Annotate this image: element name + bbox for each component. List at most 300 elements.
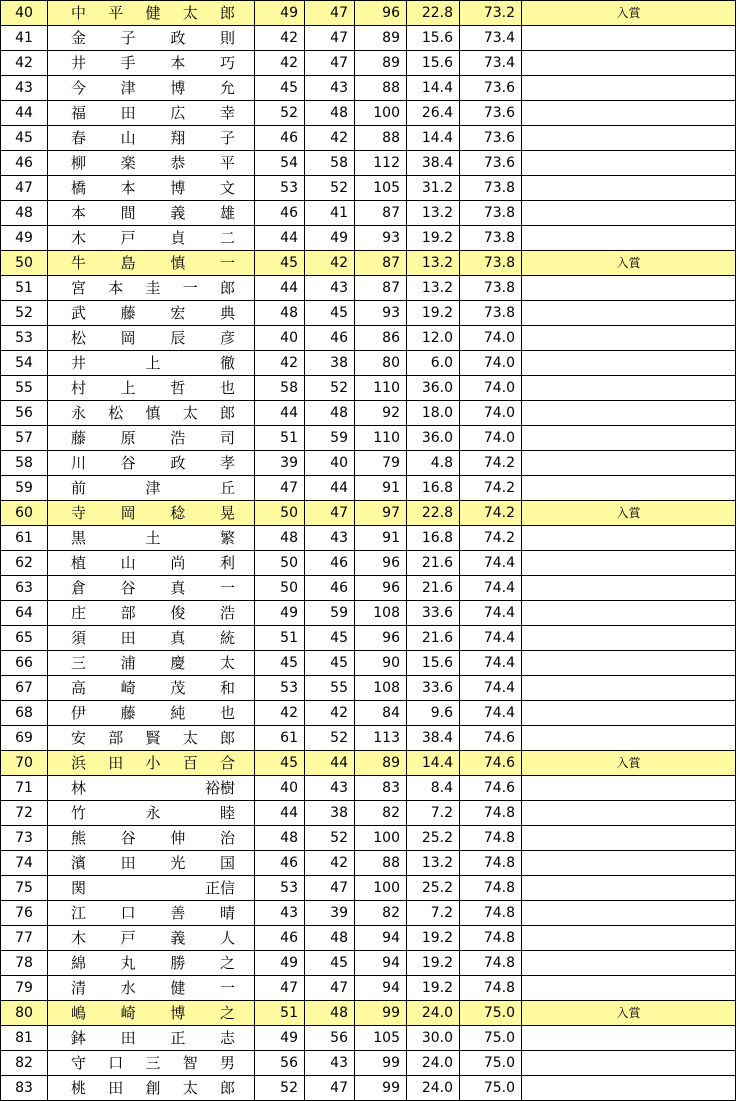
out-score-cell: 44 bbox=[255, 276, 305, 301]
handicap-cell: 21.6 bbox=[407, 551, 460, 576]
gross-score-cell: 88 bbox=[355, 76, 407, 101]
player-name: 井 上 徹 bbox=[71, 354, 235, 372]
award-cell bbox=[522, 901, 736, 926]
net-score-cell: 74.2 bbox=[460, 451, 522, 476]
in-score-cell: 45 bbox=[305, 651, 355, 676]
player-name: 中 平 健 太 郎 bbox=[71, 4, 235, 22]
net-score-cell: 73.4 bbox=[460, 26, 522, 51]
handicap-cell: 13.2 bbox=[407, 251, 460, 276]
net-score-cell: 74.4 bbox=[460, 601, 522, 626]
award-cell bbox=[522, 951, 736, 976]
rank-cell: 83 bbox=[1, 1076, 48, 1101]
table-row bbox=[1, 376, 736, 401]
award-cell bbox=[522, 26, 736, 51]
out-score-cell: 39 bbox=[255, 451, 305, 476]
gross-score-cell: 90 bbox=[355, 651, 407, 676]
gross-score-cell: 83 bbox=[355, 776, 407, 801]
rank-cell: 72 bbox=[1, 801, 48, 826]
player-name: 武 藤 宏 典 bbox=[71, 304, 235, 322]
rank-cell: 56 bbox=[1, 401, 48, 426]
out-score-cell: 45 bbox=[255, 251, 305, 276]
gross-score-cell: 89 bbox=[355, 26, 407, 51]
out-score-cell: 49 bbox=[255, 1, 305, 26]
handicap-cell: 14.4 bbox=[407, 126, 460, 151]
net-score-cell: 73.8 bbox=[460, 226, 522, 251]
handicap-cell: 12.0 bbox=[407, 326, 460, 351]
player-name-cell bbox=[48, 51, 255, 76]
out-score-cell: 46 bbox=[255, 851, 305, 876]
in-score-cell: 48 bbox=[305, 101, 355, 126]
player-name: 関 正信 bbox=[71, 879, 235, 897]
net-score-cell: 73.2 bbox=[460, 1, 522, 26]
player-name-cell bbox=[48, 1051, 255, 1076]
gross-score-cell: 80 bbox=[355, 351, 407, 376]
in-score-cell: 48 bbox=[305, 401, 355, 426]
player-name: 伊 藤 純 也 bbox=[71, 704, 235, 722]
in-score-cell: 44 bbox=[305, 476, 355, 501]
award-cell: 入賞 bbox=[522, 1001, 736, 1026]
handicap-cell: 13.2 bbox=[407, 851, 460, 876]
handicap-cell: 33.6 bbox=[407, 676, 460, 701]
handicap-cell: 21.6 bbox=[407, 626, 460, 651]
out-score-cell: 44 bbox=[255, 226, 305, 251]
award-cell bbox=[522, 276, 736, 301]
rank-cell: 66 bbox=[1, 651, 48, 676]
in-score-cell: 46 bbox=[305, 326, 355, 351]
rank-cell: 76 bbox=[1, 901, 48, 926]
in-score-cell: 43 bbox=[305, 1051, 355, 1076]
gross-score-cell: 94 bbox=[355, 976, 407, 1001]
handicap-cell: 4.8 bbox=[407, 451, 460, 476]
table-row bbox=[1, 601, 736, 626]
out-score-cell: 46 bbox=[255, 201, 305, 226]
gross-score-cell: 87 bbox=[355, 251, 407, 276]
handicap-cell: 25.2 bbox=[407, 826, 460, 851]
player-name: 竹 永 睦 bbox=[71, 804, 235, 822]
gross-score-cell: 82 bbox=[355, 901, 407, 926]
net-score-cell: 74.0 bbox=[460, 376, 522, 401]
award-cell: 入賞 bbox=[522, 501, 736, 526]
table-row bbox=[1, 51, 736, 76]
rank-cell: 53 bbox=[1, 326, 48, 351]
player-name-cell bbox=[48, 201, 255, 226]
in-score-cell: 42 bbox=[305, 251, 355, 276]
award-cell bbox=[522, 426, 736, 451]
in-score-cell: 45 bbox=[305, 626, 355, 651]
player-name-cell bbox=[48, 1076, 255, 1101]
in-score-cell: 58 bbox=[305, 151, 355, 176]
net-score-cell: 74.4 bbox=[460, 701, 522, 726]
rank-cell: 59 bbox=[1, 476, 48, 501]
in-score-cell: 39 bbox=[305, 901, 355, 926]
gross-score-cell: 88 bbox=[355, 126, 407, 151]
in-score-cell: 52 bbox=[305, 826, 355, 851]
table-row bbox=[1, 676, 736, 701]
net-score-cell: 73.6 bbox=[460, 151, 522, 176]
net-score-cell: 74.8 bbox=[460, 876, 522, 901]
player-name-cell bbox=[48, 801, 255, 826]
gross-score-cell: 89 bbox=[355, 751, 407, 776]
player-name-cell bbox=[48, 701, 255, 726]
table-row bbox=[1, 501, 736, 526]
in-score-cell: 52 bbox=[305, 376, 355, 401]
handicap-cell: 25.2 bbox=[407, 876, 460, 901]
player-name: 林 裕樹 bbox=[71, 779, 235, 797]
rank-cell: 49 bbox=[1, 226, 48, 251]
out-score-cell: 40 bbox=[255, 776, 305, 801]
player-name: 永 松 慎 太 郎 bbox=[71, 404, 235, 422]
in-score-cell: 41 bbox=[305, 201, 355, 226]
net-score-cell: 74.0 bbox=[460, 401, 522, 426]
player-name-cell bbox=[48, 176, 255, 201]
table-row bbox=[1, 326, 736, 351]
rank-cell: 52 bbox=[1, 301, 48, 326]
gross-score-cell: 88 bbox=[355, 851, 407, 876]
net-score-cell: 74.4 bbox=[460, 551, 522, 576]
net-score-cell: 75.0 bbox=[460, 1051, 522, 1076]
player-name-cell bbox=[48, 626, 255, 651]
gross-score-cell: 82 bbox=[355, 801, 407, 826]
rank-cell: 62 bbox=[1, 551, 48, 576]
gross-score-cell: 99 bbox=[355, 1076, 407, 1101]
in-score-cell: 47 bbox=[305, 876, 355, 901]
award-cell bbox=[522, 476, 736, 501]
in-score-cell: 42 bbox=[305, 851, 355, 876]
player-name-cell bbox=[48, 1001, 255, 1026]
player-name-cell bbox=[48, 851, 255, 876]
award-cell bbox=[522, 451, 736, 476]
table-row bbox=[1, 26, 736, 51]
player-name-cell bbox=[48, 776, 255, 801]
handicap-cell: 13.2 bbox=[407, 276, 460, 301]
net-score-cell: 74.2 bbox=[460, 526, 522, 551]
player-name-cell bbox=[48, 76, 255, 101]
net-score-cell: 74.4 bbox=[460, 651, 522, 676]
gross-score-cell: 100 bbox=[355, 101, 407, 126]
handicap-cell: 7.2 bbox=[407, 901, 460, 926]
player-name-cell bbox=[48, 826, 255, 851]
player-name-cell bbox=[48, 551, 255, 576]
rank-cell: 58 bbox=[1, 451, 48, 476]
gross-score-cell: 100 bbox=[355, 876, 407, 901]
award-cell bbox=[522, 676, 736, 701]
rank-cell: 73 bbox=[1, 826, 48, 851]
gross-score-cell: 94 bbox=[355, 951, 407, 976]
table-row bbox=[1, 1051, 736, 1076]
gross-score-cell: 96 bbox=[355, 551, 407, 576]
out-score-cell: 61 bbox=[255, 726, 305, 751]
gross-score-cell: 86 bbox=[355, 326, 407, 351]
player-name-cell bbox=[48, 226, 255, 251]
out-score-cell: 52 bbox=[255, 1076, 305, 1101]
net-score-cell: 74.8 bbox=[460, 901, 522, 926]
handicap-cell: 19.2 bbox=[407, 951, 460, 976]
net-score-cell: 74.6 bbox=[460, 726, 522, 751]
award-cell bbox=[522, 976, 736, 1001]
award-cell bbox=[522, 326, 736, 351]
player-name: 安 部 賢 太 郎 bbox=[71, 729, 235, 747]
net-score-cell: 73.4 bbox=[460, 51, 522, 76]
rank-cell: 54 bbox=[1, 351, 48, 376]
award-cell bbox=[522, 851, 736, 876]
in-score-cell: 59 bbox=[305, 426, 355, 451]
gross-score-cell: 99 bbox=[355, 1001, 407, 1026]
table-row bbox=[1, 751, 736, 776]
player-name: 牛 島 慎 一 bbox=[71, 254, 235, 272]
out-score-cell: 49 bbox=[255, 1026, 305, 1051]
table-row bbox=[1, 1026, 736, 1051]
rank-cell: 45 bbox=[1, 126, 48, 151]
handicap-cell: 30.0 bbox=[407, 1026, 460, 1051]
award-cell bbox=[522, 776, 736, 801]
gross-score-cell: 110 bbox=[355, 426, 407, 451]
out-score-cell: 53 bbox=[255, 176, 305, 201]
net-score-cell: 74.4 bbox=[460, 576, 522, 601]
out-score-cell: 43 bbox=[255, 901, 305, 926]
out-score-cell: 47 bbox=[255, 976, 305, 1001]
in-score-cell: 52 bbox=[305, 726, 355, 751]
table-row bbox=[1, 426, 736, 451]
table-row bbox=[1, 551, 736, 576]
net-score-cell: 75.0 bbox=[460, 1001, 522, 1026]
player-name-cell bbox=[48, 301, 255, 326]
rank-cell: 46 bbox=[1, 151, 48, 176]
rank-cell: 69 bbox=[1, 726, 48, 751]
award-cell bbox=[522, 101, 736, 126]
player-name: 前 津 丘 bbox=[71, 479, 235, 497]
table-row bbox=[1, 826, 736, 851]
out-score-cell: 48 bbox=[255, 301, 305, 326]
rank-cell: 43 bbox=[1, 76, 48, 101]
out-score-cell: 49 bbox=[255, 951, 305, 976]
rank-cell: 63 bbox=[1, 576, 48, 601]
handicap-cell: 6.0 bbox=[407, 351, 460, 376]
rank-cell: 55 bbox=[1, 376, 48, 401]
rank-cell: 70 bbox=[1, 751, 48, 776]
gross-score-cell: 105 bbox=[355, 1026, 407, 1051]
player-name: 三 浦 慶 太 bbox=[71, 654, 235, 672]
in-score-cell: 52 bbox=[305, 176, 355, 201]
in-score-cell: 42 bbox=[305, 701, 355, 726]
table-row bbox=[1, 951, 736, 976]
player-name: 鉢 田 正 志 bbox=[71, 1029, 235, 1047]
award-cell: 入賞 bbox=[522, 751, 736, 776]
player-name-cell bbox=[48, 101, 255, 126]
out-score-cell: 53 bbox=[255, 876, 305, 901]
player-name: 高 崎 茂 和 bbox=[71, 679, 235, 697]
out-score-cell: 46 bbox=[255, 926, 305, 951]
rank-cell: 74 bbox=[1, 851, 48, 876]
gross-score-cell: 110 bbox=[355, 376, 407, 401]
award-cell bbox=[522, 526, 736, 551]
table-row bbox=[1, 201, 736, 226]
in-score-cell: 38 bbox=[305, 801, 355, 826]
results-table-body bbox=[1, 1, 736, 1101]
gross-score-cell: 93 bbox=[355, 226, 407, 251]
player-name: 金 子 政 則 bbox=[71, 29, 235, 47]
player-name-cell bbox=[48, 1, 255, 26]
in-score-cell: 43 bbox=[305, 76, 355, 101]
rank-cell: 79 bbox=[1, 976, 48, 1001]
handicap-cell: 31.2 bbox=[407, 176, 460, 201]
award-cell: 入賞 bbox=[522, 251, 736, 276]
handicap-cell: 24.0 bbox=[407, 1051, 460, 1076]
in-score-cell: 47 bbox=[305, 51, 355, 76]
in-score-cell: 59 bbox=[305, 601, 355, 626]
in-score-cell: 49 bbox=[305, 226, 355, 251]
out-score-cell: 58 bbox=[255, 376, 305, 401]
player-name: 本 間 義 雄 bbox=[71, 204, 235, 222]
award-cell bbox=[522, 201, 736, 226]
handicap-cell: 38.4 bbox=[407, 151, 460, 176]
table-row bbox=[1, 101, 736, 126]
in-score-cell: 47 bbox=[305, 1076, 355, 1101]
out-score-cell: 45 bbox=[255, 751, 305, 776]
gross-score-cell: 96 bbox=[355, 576, 407, 601]
net-score-cell: 75.0 bbox=[460, 1026, 522, 1051]
award-cell bbox=[522, 226, 736, 251]
net-score-cell: 74.4 bbox=[460, 676, 522, 701]
net-score-cell: 74.0 bbox=[460, 351, 522, 376]
gross-score-cell: 89 bbox=[355, 51, 407, 76]
handicap-cell: 24.0 bbox=[407, 1001, 460, 1026]
out-score-cell: 53 bbox=[255, 676, 305, 701]
in-score-cell: 46 bbox=[305, 551, 355, 576]
net-score-cell: 73.8 bbox=[460, 201, 522, 226]
net-score-cell: 74.8 bbox=[460, 801, 522, 826]
award-cell bbox=[522, 826, 736, 851]
gross-score-cell: 99 bbox=[355, 1051, 407, 1076]
gross-score-cell: 84 bbox=[355, 701, 407, 726]
award-cell bbox=[522, 926, 736, 951]
out-score-cell: 42 bbox=[255, 351, 305, 376]
award-cell bbox=[522, 76, 736, 101]
rank-cell: 50 bbox=[1, 251, 48, 276]
player-name: 植 山 尚 利 bbox=[71, 554, 235, 572]
table-row bbox=[1, 926, 736, 951]
net-score-cell: 73.6 bbox=[460, 101, 522, 126]
out-score-cell: 44 bbox=[255, 401, 305, 426]
handicap-cell: 21.6 bbox=[407, 576, 460, 601]
handicap-cell: 26.4 bbox=[407, 101, 460, 126]
rank-cell: 44 bbox=[1, 101, 48, 126]
net-score-cell: 74.2 bbox=[460, 501, 522, 526]
out-score-cell: 49 bbox=[255, 601, 305, 626]
table-row bbox=[1, 451, 736, 476]
gross-score-cell: 108 bbox=[355, 676, 407, 701]
table-row bbox=[1, 126, 736, 151]
net-score-cell: 73.8 bbox=[460, 276, 522, 301]
net-score-cell: 73.8 bbox=[460, 176, 522, 201]
net-score-cell: 74.8 bbox=[460, 826, 522, 851]
award-cell bbox=[522, 351, 736, 376]
player-name: 木 戸 貞 二 bbox=[71, 229, 235, 247]
player-name-cell bbox=[48, 151, 255, 176]
out-score-cell: 45 bbox=[255, 76, 305, 101]
rank-cell: 60 bbox=[1, 501, 48, 526]
handicap-cell: 19.2 bbox=[407, 926, 460, 951]
in-score-cell: 56 bbox=[305, 1026, 355, 1051]
award-cell: 入賞 bbox=[522, 1, 736, 26]
player-name-cell bbox=[48, 976, 255, 1001]
gross-score-cell: 97 bbox=[355, 501, 407, 526]
handicap-cell: 38.4 bbox=[407, 726, 460, 751]
table-row bbox=[1, 651, 736, 676]
player-name: 宮 本 圭 一 郎 bbox=[71, 279, 235, 297]
player-name-cell bbox=[48, 876, 255, 901]
net-score-cell: 74.6 bbox=[460, 776, 522, 801]
out-score-cell: 54 bbox=[255, 151, 305, 176]
player-name: 須 田 真 統 bbox=[71, 629, 235, 647]
table-row bbox=[1, 626, 736, 651]
award-cell bbox=[522, 1076, 736, 1101]
award-cell bbox=[522, 701, 736, 726]
player-name: 木 戸 義 人 bbox=[71, 929, 235, 947]
table-row bbox=[1, 1001, 736, 1026]
handicap-cell: 15.6 bbox=[407, 26, 460, 51]
handicap-cell: 22.8 bbox=[407, 1, 460, 26]
rank-cell: 80 bbox=[1, 1001, 48, 1026]
player-name: 橋 本 博 文 bbox=[71, 179, 235, 197]
table-row bbox=[1, 76, 736, 101]
gross-score-cell: 94 bbox=[355, 926, 407, 951]
table-row bbox=[1, 726, 736, 751]
handicap-cell: 15.6 bbox=[407, 651, 460, 676]
in-score-cell: 43 bbox=[305, 276, 355, 301]
rank-cell: 68 bbox=[1, 701, 48, 726]
player-name: 藤 原 浩 司 bbox=[71, 429, 235, 447]
table-row bbox=[1, 901, 736, 926]
out-score-cell: 40 bbox=[255, 326, 305, 351]
in-score-cell: 47 bbox=[305, 501, 355, 526]
gross-score-cell: 113 bbox=[355, 726, 407, 751]
in-score-cell: 44 bbox=[305, 751, 355, 776]
player-name: 黒 土 繁 bbox=[71, 529, 235, 547]
rank-cell: 42 bbox=[1, 51, 48, 76]
out-score-cell: 44 bbox=[255, 801, 305, 826]
award-cell bbox=[522, 401, 736, 426]
award-cell bbox=[522, 726, 736, 751]
player-name: 今 津 博 允 bbox=[71, 79, 235, 97]
player-name: 村 上 哲 也 bbox=[71, 379, 235, 397]
award-cell bbox=[522, 601, 736, 626]
handicap-cell: 9.6 bbox=[407, 701, 460, 726]
in-score-cell: 42 bbox=[305, 126, 355, 151]
player-name-cell bbox=[48, 751, 255, 776]
in-score-cell: 38 bbox=[305, 351, 355, 376]
award-cell bbox=[522, 126, 736, 151]
player-name: 倉 谷 真 一 bbox=[71, 579, 235, 597]
rank-cell: 77 bbox=[1, 926, 48, 951]
net-score-cell: 74.8 bbox=[460, 951, 522, 976]
player-name: 浜 田 小 百 合 bbox=[71, 754, 235, 772]
rank-cell: 64 bbox=[1, 601, 48, 626]
table-row bbox=[1, 851, 736, 876]
handicap-cell: 33.6 bbox=[407, 601, 460, 626]
rank-cell: 40 bbox=[1, 1, 48, 26]
player-name-cell bbox=[48, 376, 255, 401]
award-cell bbox=[522, 51, 736, 76]
player-name: 寺 岡 稔 晃 bbox=[71, 504, 235, 522]
player-name: 川 谷 政 孝 bbox=[71, 454, 235, 472]
in-score-cell: 47 bbox=[305, 1, 355, 26]
rank-cell: 82 bbox=[1, 1051, 48, 1076]
award-cell bbox=[522, 1026, 736, 1051]
award-cell bbox=[522, 651, 736, 676]
net-score-cell: 74.0 bbox=[460, 326, 522, 351]
player-name: 柳 楽 恭 平 bbox=[71, 154, 235, 172]
player-name-cell bbox=[48, 276, 255, 301]
